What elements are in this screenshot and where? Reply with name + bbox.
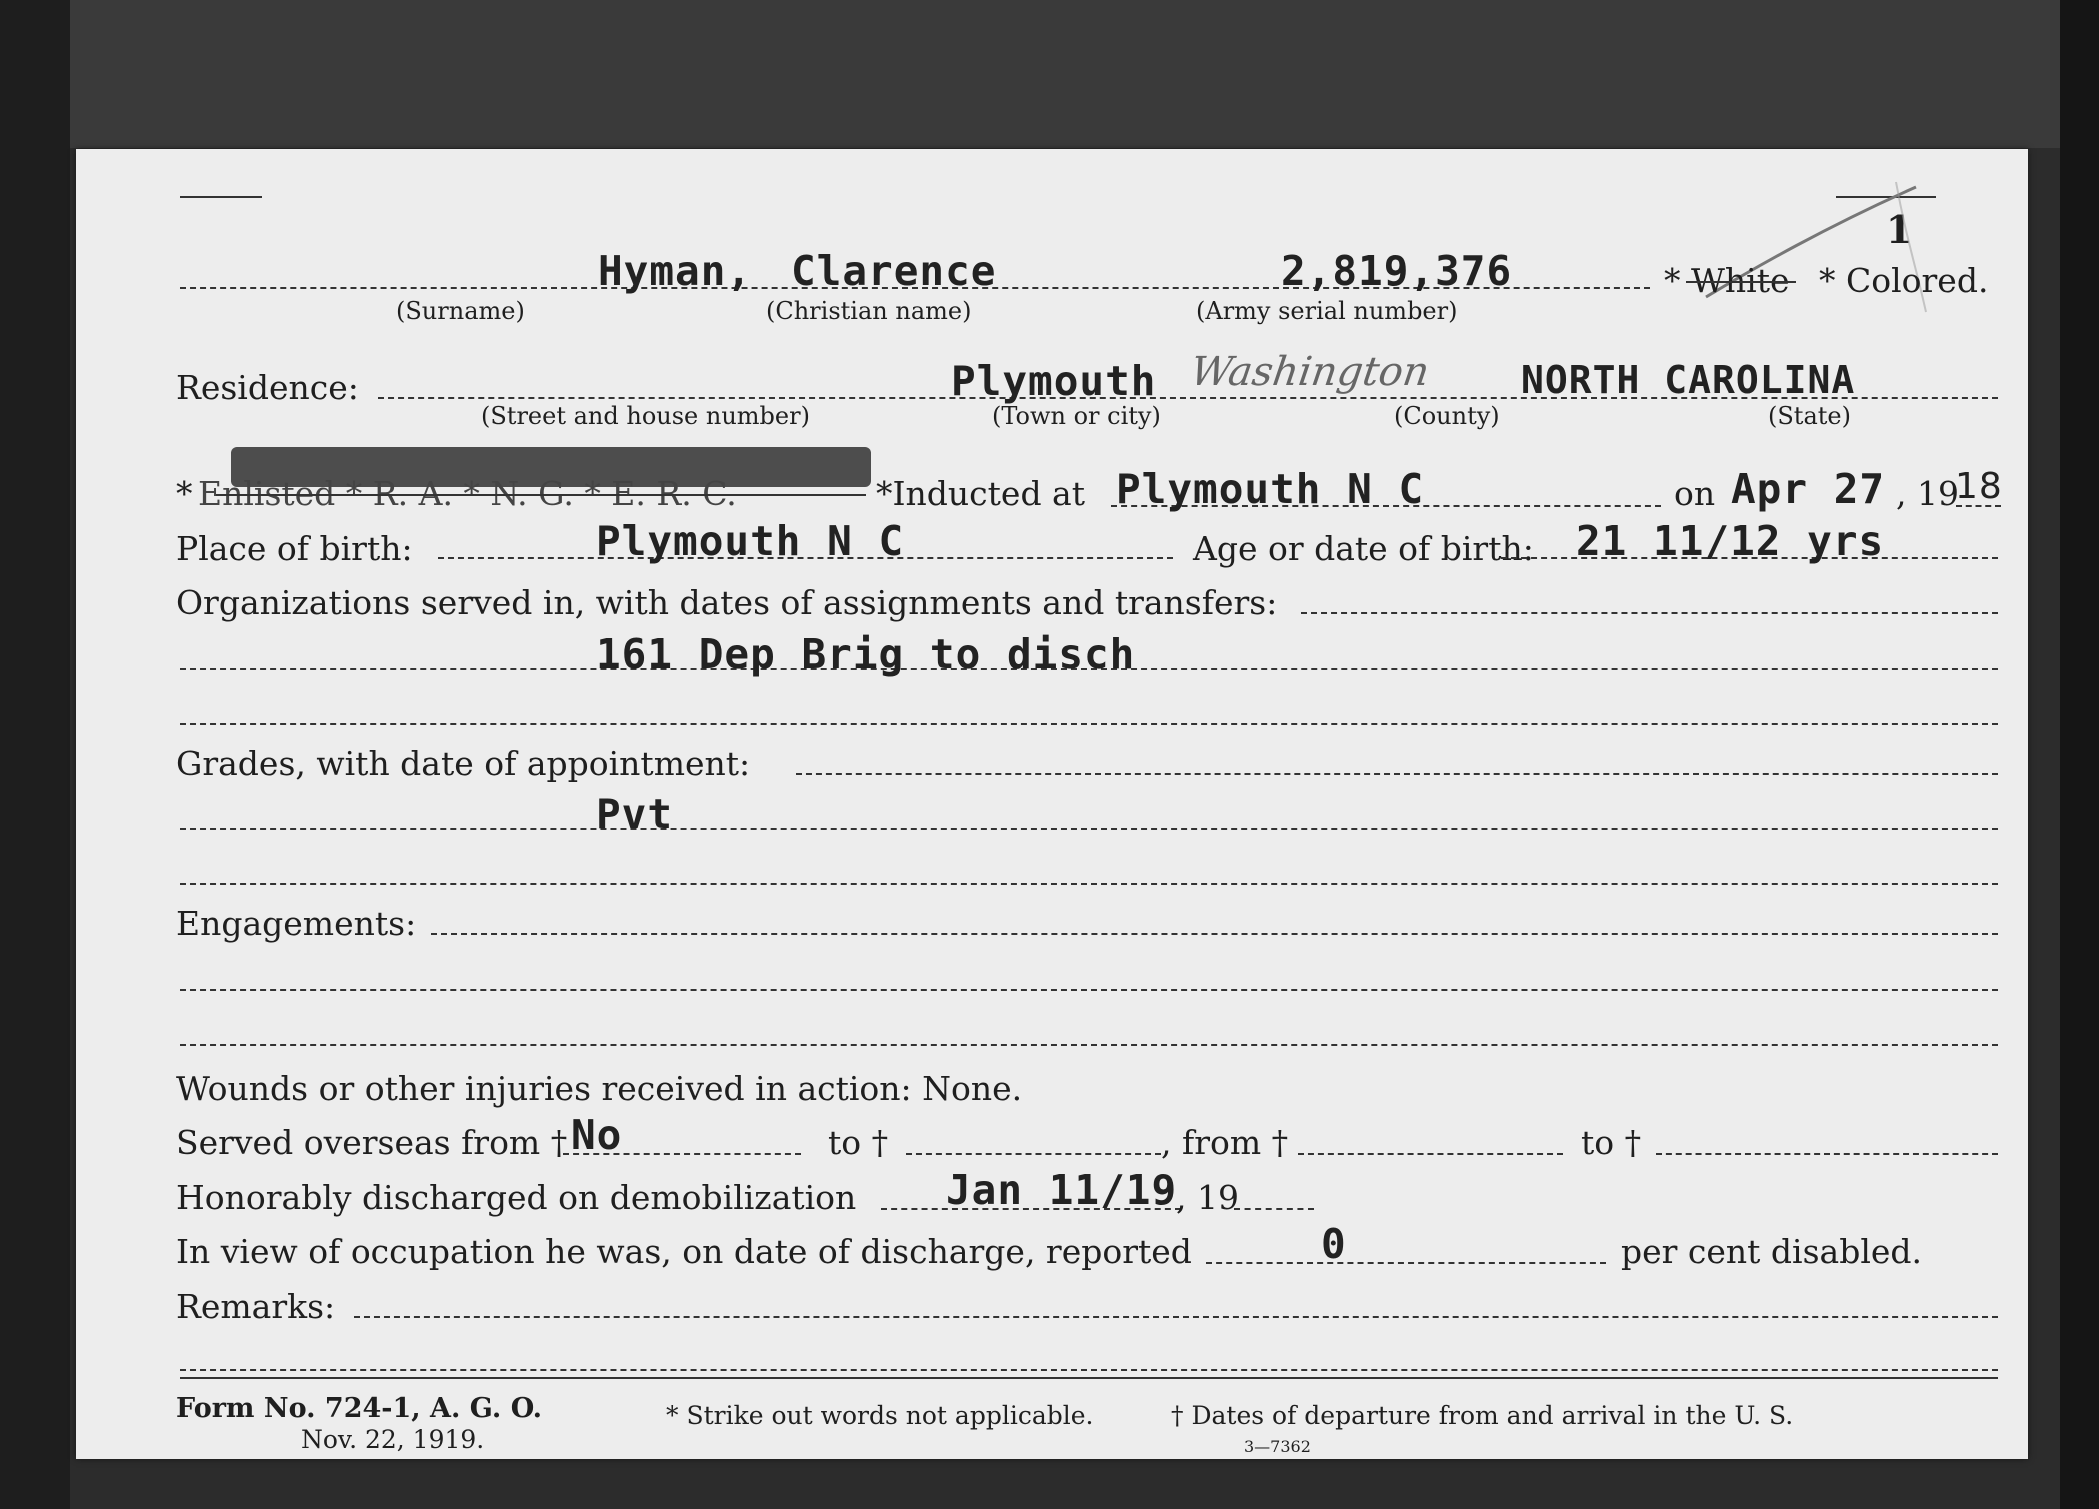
remarks-line-1 — [354, 1316, 1998, 1318]
grades-value: Pvt — [596, 790, 674, 838]
serial-number-caption: (Army serial number) — [1196, 297, 1458, 325]
christian-name-caption: (Christian name) — [766, 297, 972, 325]
inducted-value: Plymouth N C — [1116, 465, 1425, 513]
engagements-line-3 — [180, 1044, 1998, 1046]
disability-label: In view of occupation he was, on date of discharge, reported — [176, 1232, 1192, 1271]
overseas-to2-label: to † — [1581, 1123, 1642, 1162]
white-strikethrough — [1686, 281, 1796, 283]
organizations-line-3 — [180, 723, 1998, 725]
form-number: Form No. 724-1, A. G. O. — [176, 1393, 543, 1424]
discharge-date-value: Jan 11/19 — [946, 1166, 1178, 1214]
grades-label: Grades, with date of appointment: — [176, 744, 751, 783]
enlisted-struck-text: Enlisted * R. A. * N. G. * E. R. C. — [198, 474, 737, 513]
year-prefix: , 19 — [1896, 474, 1959, 513]
county-value-handwritten: Washington — [1187, 349, 1433, 395]
record-card — [76, 149, 2028, 1459]
residence-label: Residence: — [176, 368, 359, 407]
state-caption: (State) — [1768, 402, 1851, 430]
white-label: * White — [1664, 261, 1790, 300]
discharge-year-line — [1234, 1208, 1314, 1210]
enlisted-star: * — [176, 474, 193, 513]
dates-note: † Dates of departure from and arrival in the U. S. — [1171, 1401, 1794, 1430]
grades-line-3 — [180, 883, 1998, 885]
town-value: Plymouth — [951, 357, 1157, 405]
form-date: Nov. 22, 1919. — [301, 1425, 485, 1454]
age-value: 21 11/12 yrs — [1576, 517, 1885, 565]
christian-name-value: Clarence — [791, 247, 997, 295]
card-number: 1 — [1886, 207, 1913, 252]
on-label: on — [1674, 474, 1716, 513]
overseas-to-line — [906, 1153, 1161, 1155]
scanner-background-right — [2060, 0, 2099, 1509]
wounds-label: Wounds or other injuries received in action: None. — [176, 1069, 1023, 1108]
induction-year-value: 18 — [1955, 466, 2003, 507]
remarks-line-2 — [180, 1369, 1998, 1371]
surname-value: Hyman, — [598, 247, 753, 295]
corner-rule — [180, 196, 262, 198]
disability-line — [1206, 1262, 1606, 1264]
remarks-label: Remarks: — [176, 1287, 336, 1326]
serial-number-value: 2,819,376 — [1281, 247, 1513, 295]
town-caption: (Town or city) — [992, 402, 1161, 430]
print-code: 3—7362 — [1244, 1437, 1311, 1456]
place-of-birth-label: Place of birth: — [176, 529, 413, 568]
age-label: Age or date of birth: — [1193, 529, 1534, 568]
served-overseas-value: No — [571, 1111, 623, 1159]
organizations-line-1 — [1301, 612, 1998, 614]
overseas-to-label: to † — [828, 1123, 889, 1162]
disability-value: 0 — [1321, 1220, 1347, 1268]
discharge-label: Honorably discharged on demobilization — [176, 1178, 857, 1217]
disability-suffix: per cent disabled. — [1621, 1232, 1923, 1271]
colored-label: * Colored. — [1819, 261, 1989, 300]
state-value: NORTH CAROLINA — [1521, 358, 1856, 402]
footer-rule — [180, 1377, 1998, 1379]
served-overseas-label: Served overseas from † — [176, 1123, 568, 1162]
organizations-label: Organizations served in, with dates of assignments and transfers: — [176, 583, 1278, 622]
inducted-label: *Inducted at — [876, 474, 1085, 513]
overseas-from2-label: , from † — [1161, 1123, 1289, 1162]
place-of-birth-value: Plymouth N C — [596, 517, 905, 565]
scanner-background-left — [0, 0, 70, 1509]
county-caption: (County) — [1394, 402, 1500, 430]
engagements-label: Engagements: — [176, 904, 417, 943]
street-caption: (Street and house number) — [481, 402, 810, 430]
engagements-line-2 — [180, 989, 1998, 991]
overseas-to2-line — [1656, 1153, 1998, 1155]
grades-line-1 — [796, 773, 1998, 775]
strike-out-note: * Strike out words not applicable. — [666, 1401, 1094, 1430]
discharge-year-label: , 19 — [1176, 1178, 1239, 1217]
grades-line-2 — [180, 828, 1998, 830]
scanner-background-top — [70, 0, 2060, 148]
enlisted-strikethrough — [216, 494, 866, 496]
induction-date-value: Apr 27 — [1731, 465, 1886, 513]
organizations-value: 161 Dep Brig to disch — [596, 630, 1136, 678]
surname-caption: (Surname) — [396, 297, 525, 325]
overseas-from2-line — [1298, 1153, 1563, 1155]
engagements-line-1 — [431, 933, 1998, 935]
